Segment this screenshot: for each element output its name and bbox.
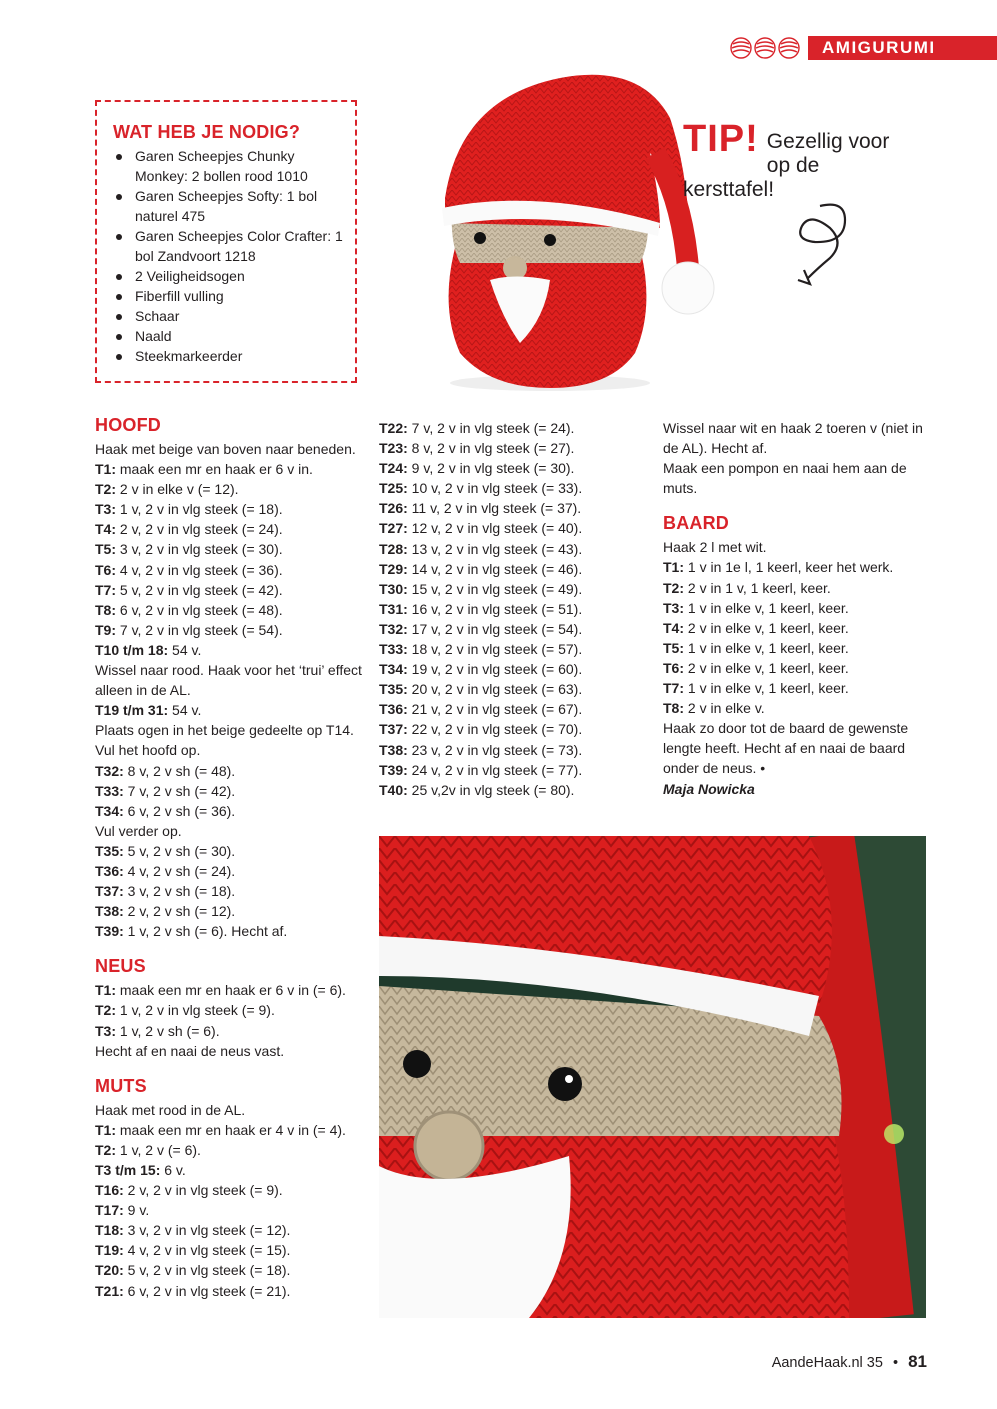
row-key: T36: — [95, 862, 124, 879]
row-key: T26: — [379, 500, 408, 517]
instruction-row — [379, 498, 639, 518]
instruction-row — [95, 841, 365, 861]
row-key: T18: — [95, 1222, 124, 1239]
author: Maja Nowicka — [663, 780, 755, 797]
muts-outro-2: Maak een pompon en naai hem aan de muts. — [663, 460, 907, 497]
instruction-row — [379, 518, 639, 538]
instruction-row — [379, 679, 639, 699]
instruction-row — [95, 519, 365, 539]
instruction-row — [95, 700, 365, 720]
instruction-row — [379, 559, 639, 579]
row-key: T5: — [95, 541, 116, 558]
row-key: T1: — [95, 461, 116, 478]
row-text: 2 v, 2 v sh (= 12). — [123, 903, 236, 920]
instruction-row — [95, 861, 365, 881]
row-key: T32: — [379, 620, 408, 637]
instruction-row — [95, 1180, 365, 1200]
instruction-row — [379, 458, 639, 478]
material-item: 2 Veiligheidsogen — [113, 266, 345, 286]
row-key: T8: — [663, 700, 684, 717]
instruction-row — [95, 640, 365, 660]
row-key: T2: — [95, 1002, 116, 1019]
row-key: T3 t/m 15: — [95, 1162, 161, 1178]
material-item: Schaar — [113, 306, 345, 326]
row-key: T37: — [95, 883, 124, 900]
row-key: T19: — [95, 1242, 124, 1259]
santa-closeup-photo — [379, 836, 926, 1318]
row-key: T20: — [95, 1262, 124, 1279]
footer-separator: • — [892, 1355, 899, 1371]
row-text: 25 v,2v in vlg steek (= 80). — [407, 781, 575, 798]
row-text: 6 v, 2 v in vlg steek (= 48). — [116, 601, 283, 618]
column-3 — [663, 418, 933, 799]
instruction-row — [95, 801, 365, 821]
instruction-row — [379, 760, 639, 780]
footer-site: AandeHaak.nl 35 — [771, 1355, 883, 1371]
instruction-row — [663, 598, 933, 618]
row-text: 2 v in elke v, 1 keerl, keer. — [684, 619, 849, 636]
instruction-row — [379, 539, 639, 559]
row-key: T35: — [379, 681, 408, 698]
instruction-row — [663, 658, 933, 678]
column-2 — [379, 418, 639, 800]
row-key: T39: — [379, 761, 408, 778]
row-text: 14 v, 2 v in vlg steek (= 46). — [407, 560, 583, 577]
instruction-row — [379, 599, 639, 619]
instruction-row — [95, 620, 365, 640]
material-item: Garen Scheepjes Softy: 1 bol naturel 475 — [113, 186, 345, 226]
section-tag: AMIGURUMI — [808, 36, 997, 60]
row-text: 1 v in elke v, 1 keerl, keer. — [684, 639, 849, 656]
row-text: 22 v, 2 v in vlg steek (= 70). — [407, 721, 583, 738]
row-text: 11 v, 2 v in vlg steek (= 37). — [407, 500, 582, 517]
neus-outro: Hecht af en naai de neus vast. — [95, 1042, 285, 1059]
row-key: T36: — [379, 701, 408, 718]
row-key: T2: — [95, 481, 116, 498]
instruction-row — [379, 740, 639, 760]
row-key: T33: — [95, 782, 124, 799]
row-key: T7: — [663, 680, 684, 697]
row-text: 2 v in elke v, 1 keerl, keer. — [684, 659, 849, 676]
row-text: 7 v, 2 v in vlg steek (= 54). — [116, 621, 283, 638]
row-text: 20 v, 2 v in vlg steek (= 63). — [407, 681, 583, 698]
row-text: 9 v, 2 v in vlg steek (= 30). — [407, 460, 575, 477]
row-key: T5: — [663, 639, 684, 656]
instruction-row — [95, 1021, 365, 1041]
row-key: T3: — [663, 599, 684, 616]
instruction-row — [95, 921, 365, 941]
instruction-row — [95, 539, 365, 559]
row-text: 5 v, 2 v in vlg steek (= 42). — [116, 581, 283, 598]
instruction-row — [379, 438, 639, 458]
row-text: maak een mr en haak er 6 v in. — [116, 461, 313, 478]
materials-list — [113, 146, 345, 366]
hoofd-intro: Haak met beige van boven naar beneden. — [95, 441, 356, 457]
material-item: Naald — [113, 326, 345, 346]
row-key: T27: — [379, 520, 408, 537]
row-text: 8 v, 2 v in vlg steek (= 27). — [407, 440, 575, 457]
instruction-row — [95, 600, 365, 620]
row-text: 2 v, 2 v in vlg steek (= 9). — [123, 1182, 283, 1199]
row-key: T19 t/m 31: — [95, 702, 169, 719]
tip-callout — [683, 118, 903, 202]
row-key: T2: — [663, 579, 684, 596]
baard-intro: Haak 2 l met wit. — [663, 539, 767, 556]
row-key: T35: — [95, 842, 124, 859]
row-key: T28: — [379, 540, 408, 557]
row-text: 5 v, 2 v in vlg steek (= 18). — [123, 1262, 291, 1279]
row-text: 2 v, 2 v in vlg steek (= 24). — [116, 521, 283, 538]
row-key: T30: — [379, 580, 408, 597]
instruction-row — [95, 1120, 365, 1140]
row-text: 2 v in elke v (= 12). — [116, 481, 239, 498]
neus-title: NEUS — [95, 956, 146, 977]
row-text: 7 v, 2 v in vlg steek (= 24). — [407, 420, 575, 436]
row-key: T23: — [379, 440, 408, 457]
row-text: 12 v, 2 v in vlg steek (= 40). — [407, 520, 583, 537]
santa-amigurumi-photo — [420, 58, 720, 398]
row-text: 3 v, 2 v sh (= 18). — [123, 883, 236, 900]
row-key: T3: — [95, 1022, 116, 1039]
instruction-row — [95, 1160, 365, 1180]
row-key: T16: — [95, 1182, 124, 1199]
row-text: 2 v in 1 v, 1 keerl, keer. — [684, 579, 831, 596]
row-key: T4: — [95, 521, 116, 538]
row-text: 7 v, 2 v sh (= 42). — [123, 782, 236, 799]
materials-title: WAT HEB JE NODIG? — [113, 122, 301, 142]
row-text: 54 v. — [168, 702, 202, 719]
row-key: T6: — [95, 561, 116, 578]
instruction-row — [95, 1200, 365, 1220]
row-key: T34: — [95, 802, 124, 819]
row-text: 1 v, 2 v sh (= 6). — [116, 1022, 220, 1039]
row-text: 1 v, 2 v in vlg steek (= 9). — [116, 1002, 275, 1019]
row-key: T6: — [663, 659, 684, 676]
row-text: 19 v, 2 v in vlg steek (= 60). — [407, 661, 583, 678]
instruction-row — [95, 560, 365, 580]
muts-intro: Haak met rood in de AL. — [95, 1101, 246, 1118]
instruction-row — [95, 1281, 365, 1301]
instruction-row — [663, 698, 933, 718]
hoofd-title: HOOFD — [95, 415, 161, 435]
row-text: 9 v. — [123, 1202, 150, 1219]
instruction-row — [95, 499, 365, 519]
instruction-row — [95, 580, 365, 600]
instruction-row — [379, 639, 639, 659]
instruction-row — [663, 678, 933, 698]
row-key: T38: — [379, 741, 408, 758]
materials-box — [95, 100, 357, 383]
row-text: 21 v, 2 v in vlg steek (= 67). — [407, 701, 583, 718]
row-key: T32: — [95, 762, 124, 779]
row-text: 16 v, 2 v in vlg steek (= 51). — [407, 600, 583, 617]
row-text: 1 v in elke v, 1 keerl, keer. — [684, 599, 849, 616]
instruction-row — [379, 478, 639, 498]
row-key: T29: — [379, 560, 408, 577]
instruction-row — [663, 578, 933, 598]
curly-arrow-icon — [790, 198, 860, 290]
page-footer — [772, 1352, 927, 1372]
material-item: Fiberfill vulling — [113, 286, 345, 306]
row-key: T22: — [379, 420, 408, 436]
column-1 — [95, 414, 365, 1301]
row-text: 6 v. — [160, 1162, 186, 1178]
row-key: T21: — [95, 1282, 124, 1299]
row-key: T4: — [663, 619, 684, 636]
row-text: 54 v. — [168, 641, 202, 658]
row-text: 1 v, 2 v sh (= 6). Hecht af. — [123, 923, 288, 940]
row-key: T31: — [379, 600, 408, 617]
row-key: T1: — [663, 559, 684, 576]
material-item: Garen Scheepjes Chunky Monkey: 2 bollen rood 1010 — [113, 146, 345, 186]
row-text: 6 v, 2 v in vlg steek (= 21). — [123, 1282, 291, 1299]
hoofd-note-2: Plaats ogen in het beige gedeelte op T14. Vul het hoofd op. — [95, 722, 354, 759]
row-text: 13 v, 2 v in vlg steek (= 43). — [407, 540, 583, 557]
row-key: T9: — [95, 621, 116, 638]
instruction-row — [95, 1240, 365, 1260]
row-text: 1 v in 1e l, 1 keerl, keer het werk. — [684, 559, 894, 576]
row-text: maak een mr en haak er 4 v in (= 4). — [116, 1121, 346, 1138]
instruction-row — [95, 980, 365, 1000]
row-key: T40: — [379, 781, 408, 798]
row-text: 4 v, 2 v in vlg steek (= 15). — [123, 1242, 291, 1259]
row-text: 4 v, 2 v sh (= 24). — [123, 862, 236, 879]
instruction-row — [95, 1140, 365, 1160]
row-text: 2 v in elke v. — [684, 700, 765, 717]
row-text: 24 v, 2 v in vlg steek (= 77). — [407, 761, 583, 778]
instruction-row — [95, 1220, 365, 1240]
baard-title: BAARD — [663, 513, 729, 534]
row-text: 5 v, 2 v sh (= 30). — [123, 842, 236, 859]
muts-title: MUTS — [95, 1075, 147, 1096]
row-key: T25: — [379, 480, 408, 497]
row-key: T8: — [95, 601, 116, 618]
row-text: maak een mr en haak er 6 v in (= 6). — [116, 982, 346, 999]
material-item: Steekmarkeerder — [113, 346, 345, 366]
row-text: 1 v, 2 v (= 6). — [116, 1141, 201, 1158]
yarn-balls-logo — [729, 35, 801, 61]
instruction-row — [379, 418, 639, 438]
row-text: 15 v, 2 v in vlg steek (= 49). — [407, 580, 583, 597]
row-key: T1: — [95, 982, 116, 999]
row-key: T2: — [95, 1141, 116, 1158]
instruction-row — [379, 579, 639, 599]
instruction-row — [95, 901, 365, 921]
instruction-row — [95, 781, 365, 801]
page-number: 81 — [908, 1352, 927, 1371]
row-key: T38: — [95, 903, 124, 920]
tip-label: TIP! — [683, 118, 759, 160]
instruction-row — [95, 1000, 365, 1020]
instruction-row — [663, 618, 933, 638]
row-key: T34: — [379, 661, 408, 678]
row-text: 10 v, 2 v in vlg steek (= 33). — [407, 480, 583, 497]
row-text: 4 v, 2 v in vlg steek (= 36). — [116, 561, 283, 578]
muts-outro-1: Wissel naar wit en haak 2 toeren v (niet in de AL). Hecht af. — [663, 420, 923, 457]
instruction-row — [95, 459, 365, 479]
instruction-row — [663, 638, 933, 658]
row-key: T1: — [95, 1121, 116, 1138]
row-key: T37: — [379, 721, 408, 738]
row-text: 23 v, 2 v in vlg steek (= 73). — [407, 741, 583, 758]
instruction-row — [379, 780, 639, 800]
row-key: T39: — [95, 923, 124, 940]
instruction-row — [379, 719, 639, 739]
row-key: T3: — [95, 501, 116, 518]
instruction-row — [379, 699, 639, 719]
instruction-row — [379, 659, 639, 679]
instruction-row — [663, 557, 933, 577]
instruction-row — [95, 761, 365, 781]
material-item: Garen Scheepjes Color Crafter: 1 bol Zandvoort 1218 — [113, 226, 345, 266]
row-text: 1 v, 2 v in vlg steek (= 18). — [116, 501, 283, 518]
row-key: T10 t/m 18: — [95, 641, 169, 658]
hoofd-note-3: Vul verder op. — [95, 822, 182, 839]
row-text: 17 v, 2 v in vlg steek (= 54). — [407, 620, 583, 637]
tip-text: Gezellig voor op de kersttafel! — [683, 130, 890, 201]
row-text: 8 v, 2 v sh (= 48). — [123, 762, 236, 779]
row-text: 6 v, 2 v sh (= 36). — [123, 802, 236, 819]
instruction-row — [95, 1260, 365, 1280]
row-key: T24: — [379, 460, 408, 477]
row-key: T7: — [95, 581, 116, 598]
row-text: 3 v, 2 v in vlg steek (= 30). — [116, 541, 283, 558]
row-text: 3 v, 2 v in vlg steek (= 12). — [123, 1222, 291, 1239]
baard-outro: Haak zo door tot de baard de gewenste lengte heeft. Hecht af en naai de baard onder de neus. • — [663, 720, 909, 777]
hoofd-note-1: Wissel naar rood. Haak voor het ‘trui’ effect alleen in de AL. — [95, 662, 362, 699]
instruction-row — [95, 881, 365, 901]
instruction-row — [95, 479, 365, 499]
row-key: T17: — [95, 1202, 124, 1219]
instruction-row — [379, 619, 639, 639]
row-key: T33: — [379, 641, 408, 658]
row-text: 18 v, 2 v in vlg steek (= 57). — [407, 641, 583, 658]
row-text: 1 v in elke v, 1 keerl, keer. — [684, 680, 849, 697]
